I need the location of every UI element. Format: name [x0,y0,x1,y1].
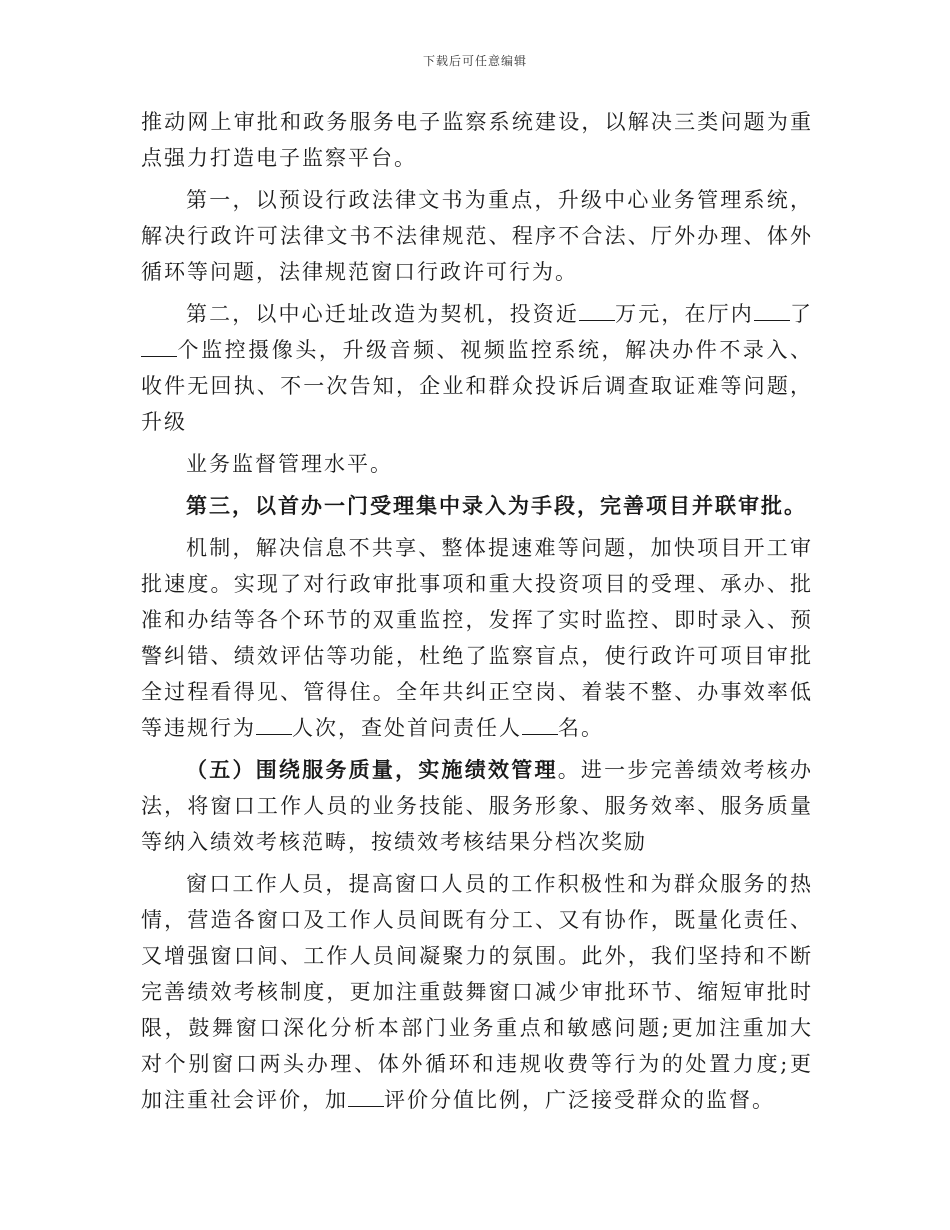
paragraph-6-text-a: 机制，解决信息不共享、整体提速难等问题，加快项目开工审批速度。实现了对行政审批事项和重大投资项目的受理、承办、批准和办结等各个环节的双重监控，发挥了实时监控、即时录入、预警纠错、绩效评估等功能，杜绝了监察盲点，使行政许可项目审批全过程看得见、管得住。全年共纠正空岗、着装不整、办事效率低等违规行为 [141,536,813,740]
paragraph-8-text-a: 窗口工作人员，提高窗口人员的工作积极性和为群众服务的热情，营造各窗口及工作人员间既有分工、又有协作，既量化责任、又增强窗口间、工作人员间凝聚力的氛围。此外，我们坚持和不断完善绩效考核制度，更加注重鼓舞窗口减少审批环节、缩短审批时限，鼓舞窗口深化分析本部门业务重点和敏感问题;更加注重加大对个别窗口两头办理、体外循环和违规收费等行为的处置力度;更加注重社会评价，加 [141,872,813,1112]
blank-line [522,712,558,735]
paragraph-2: 第一，以预设行政法律文书为重点，升级中心业务管理系统，解决行政许可法律文书不法律规范、程序不合法、厅外办理、体外循环等问题，法律规范窗口行政许可行为。 [141,188,813,284]
document-body [141,104,813,1124]
paragraph-6-text-c: 名。 [558,716,604,740]
blank-line [579,298,615,321]
paragraph-3-text-c: 了 [789,302,814,326]
paragraph-1: 推动网上审批和政务服务电子监察系统建设，以解决三类问题为重点强力打造电子监察平台。 [141,110,813,170]
paragraph-3-text-d: 个监控摄像头，升级音频、视频监控系统，解决办件不录入、收件无回执、不一次告知，企业和群众投诉后调查取证难等问题，升级 [141,338,813,434]
blank-line [754,298,790,321]
paragraph-3-text-b: 万元，在厅内 [615,302,754,326]
paragraph-5-heading: 第三，以首办一门受理集中录入为手段，完善项目并联审批。 [186,493,807,518]
paragraph-7-text: 。进一步完善绩效考核办法，将窗口工作人员的业务技能、服务形象、服务效率、服务质量等纳入绩效考核范畴，按绩效考核结果分档次奖励 [141,758,814,854]
blank-line [256,712,292,735]
paragraph-6-text-b: 人次，查处首问责任人 [292,716,522,740]
paragraph-6 [141,530,813,746]
blank-line [141,334,177,357]
page-header: 下载后可任意编辑 [422,54,527,68]
section-heading: （五）围绕服务质量，实施绩效管理 [186,757,558,782]
paragraph-4: 业务监督管理水平。 [186,452,393,476]
paragraph-7 [141,752,813,860]
paragraph-3 [141,296,813,440]
blank-line [348,1084,384,1107]
paragraph-8-text-b: 评价分值比例，广泛接受群众的监督。 [384,1088,775,1112]
paragraph-3-text-a: 第二，以中心迁址改造为契机，投资近 [186,302,580,326]
paragraph-8 [141,866,813,1118]
